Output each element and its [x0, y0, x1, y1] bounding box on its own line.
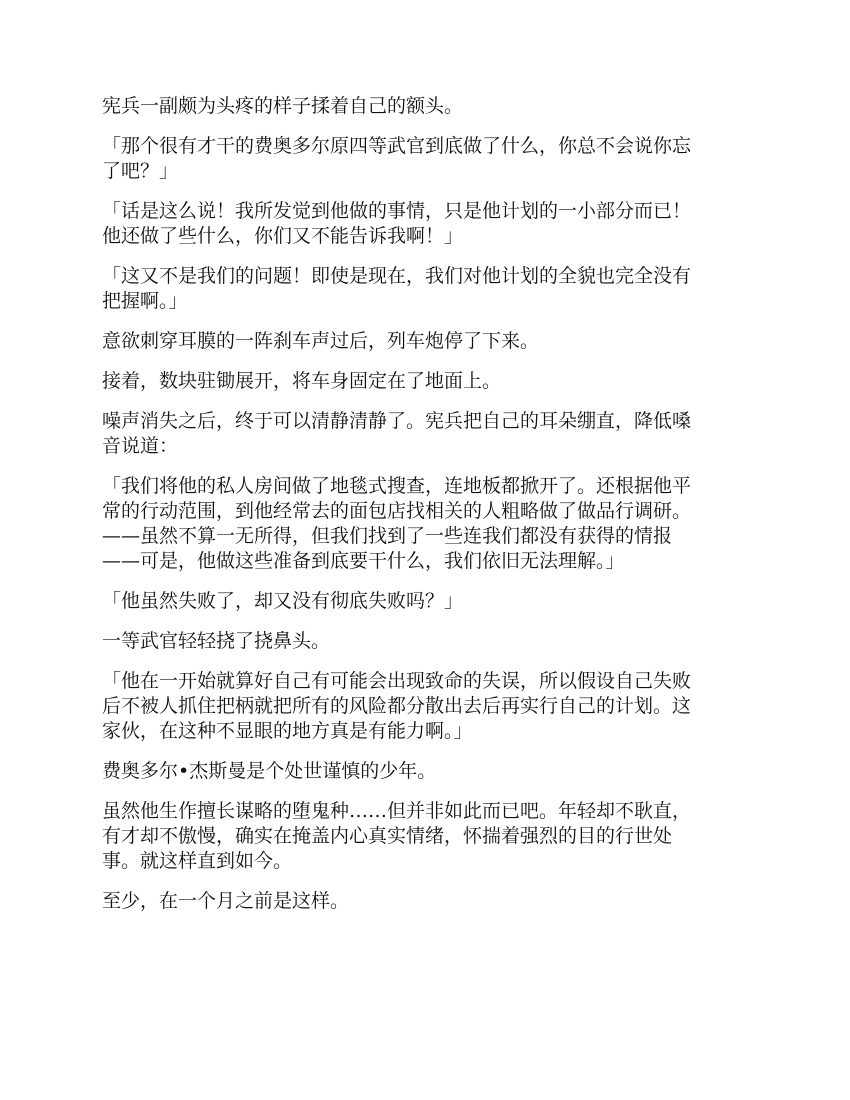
paragraph: 费奥多尔•杰斯曼是个处世谨慎的少年。 — [102, 760, 437, 782]
paragraph: 「他虽然失败了，却又没有彻底失败吗？」 — [102, 590, 464, 612]
paragraph: 一等武官轻轻挠了挠鼻头。 — [102, 630, 331, 652]
paragraph: 「这又不是我们的问题！即使是现在，我们对他计划的全貌也完全没有 把握啊。」 — [102, 265, 692, 312]
document-body — [102, 94, 762, 929]
paragraph: 噪声消失之后，终于可以清静清静了。宪兵把自己的耳朵绷直，降低嗓 音说道： — [102, 410, 692, 457]
paragraph: 「那个很有才干的费奥多尔原四等武官到底做了什么，你总不会说你忘 了吧？」 — [102, 135, 692, 182]
paragraph: 「他在一开始就算好自己有可能会出现致命的失误，所以假设自己失败 后不被人抓住把柄就把所有的风险都分散出去后再实行自己的计划。这 家伙，在这种不显眼的地方真是有能力啊。」 — [102, 670, 692, 742]
paragraph: 「我们将他的私人房间做了地毯式搜查，连地板都掀开了。还根据他平 常的行动范围，到他经常去的面包店找相关的人粗略做了做品行调研。 ——虽然不算一无所得，但我们找到了一些连我们都没有获得的情报 ——可是，他做这些准备到底要干什么，我们依旧无法理解。」 — [102, 475, 692, 572]
paragraph: 「话是这么说！我所发觉到他做的事情，只是他计划的一小部分而已！ 他还做了些什么，你们又不能告诉我啊！」 — [102, 200, 692, 247]
paragraph: 接着，数块驻锄展开，将车身固定在了地面上。 — [102, 370, 502, 392]
paragraph: 虽然他生作擅长谋略的堕鬼种……但并非如此而已吧。年轻却不耿直， 有才却不傲慢，确实在掩盖内心真实情绪，怀揣着强烈的目的行世处 事。就这样直到如今。 — [102, 800, 692, 872]
paragraph: 意欲刺穿耳膜的一阵刹车声过后，列车炮停了下来。 — [102, 330, 540, 352]
paragraph: 至少，在一个月之前是这样。 — [102, 890, 350, 912]
paragraph: 宪兵一副颇为头疼的样子揉着自己的额头。 — [102, 95, 464, 117]
